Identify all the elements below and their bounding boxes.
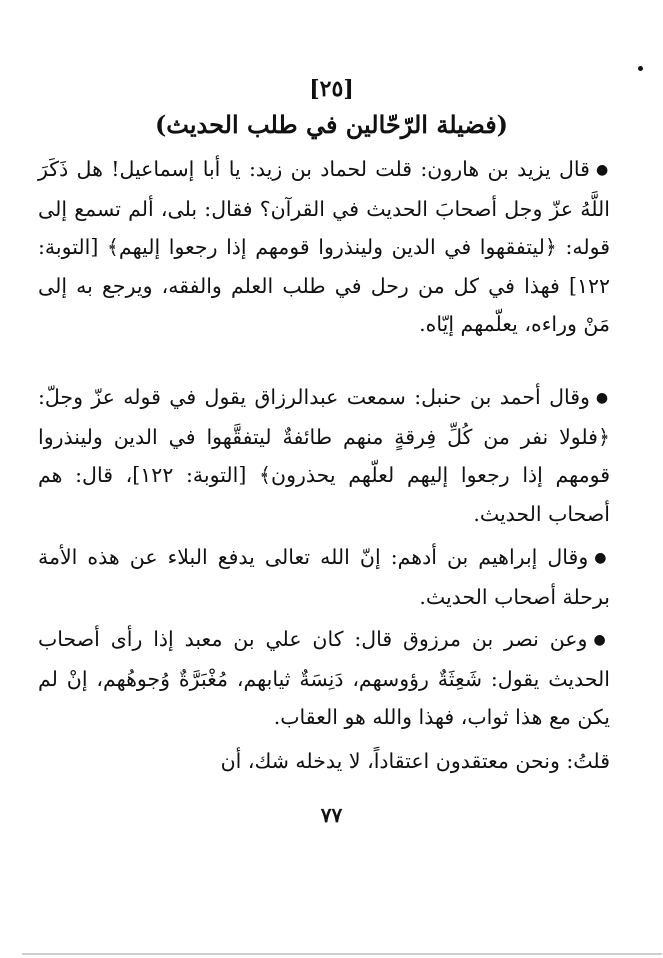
paragraph-text: وعن نصر بن مرزوق قال: كان علي بن معبد إذا رأى أصحاب الحديث يقول: شَعِثَةٌ رؤوسهم، دَنِسَةٌ ثيابهم، مُغْبَرَّةٌ وُجوهُهم، إنْ لم يكن مع هذا ثواب، فهذا والله هو العقاب. xyxy=(38,627,610,729)
margin-dot xyxy=(638,66,643,71)
bullet-icon: ● xyxy=(593,632,611,648)
paragraph-text: وقال إبراهيم بن أدهم: إنّ الله تعالى يدفع البلاء عن هذه الأمة برحلة أصحاب الحديث. xyxy=(38,545,610,609)
bullet-icon: ● xyxy=(595,162,610,178)
bullet-icon: ● xyxy=(594,550,610,566)
paragraph xyxy=(38,620,610,737)
paragraph-text: وقال أحمد بن حنبل: سمعت عبدالرزاق يقول في قوله عزّ وجلّ: ﴿فلولا نفر من كُلِّ فِرقةٍ منهم طائفةٌ ليتفقَّهوا في الدين ولينذروا قومهم إذا رجعوا إليهم لعلّهم يحذرون﴾ [التوبة: ١٢٢]، قال: هم أصحاب الحديث. xyxy=(38,385,610,526)
page-number: ٧٧ xyxy=(320,803,343,827)
paragraph xyxy=(38,378,610,533)
paragraph-text: قلتُ: ونحن معتقدون اعتقاداً، لا يدخله شك، أن xyxy=(220,749,610,773)
paragraph xyxy=(38,742,610,781)
bullet-icon: ● xyxy=(595,390,610,406)
paragraph xyxy=(38,538,610,616)
section-title: (فضيلة الرّحّالين في طلب الحديث) xyxy=(154,110,509,139)
section-number: [٢٥] xyxy=(309,76,354,102)
bottom-edge-line xyxy=(22,953,662,955)
paragraph xyxy=(38,150,610,344)
paragraph-text: قال يزيد بن هارون: قلت لحماد بن زيد: يا أبا إسماعيل! هل ذَكَرَ اللَّهُ عزّ وجل أصحابَ الحديث في القرآن؟ فقال: بلى، ألم تسمع إلى قوله: ﴿ليتفقهوا في الدين ولينذروا قومهم إذا رجعوا إليهم﴾ [التوبة: ١٢٢] فهذا في كل من رحل في طلب العلم والفقه، ويرجع به إلى مَنْ وراءه، يعلّمهم إيّاه. xyxy=(38,157,610,336)
